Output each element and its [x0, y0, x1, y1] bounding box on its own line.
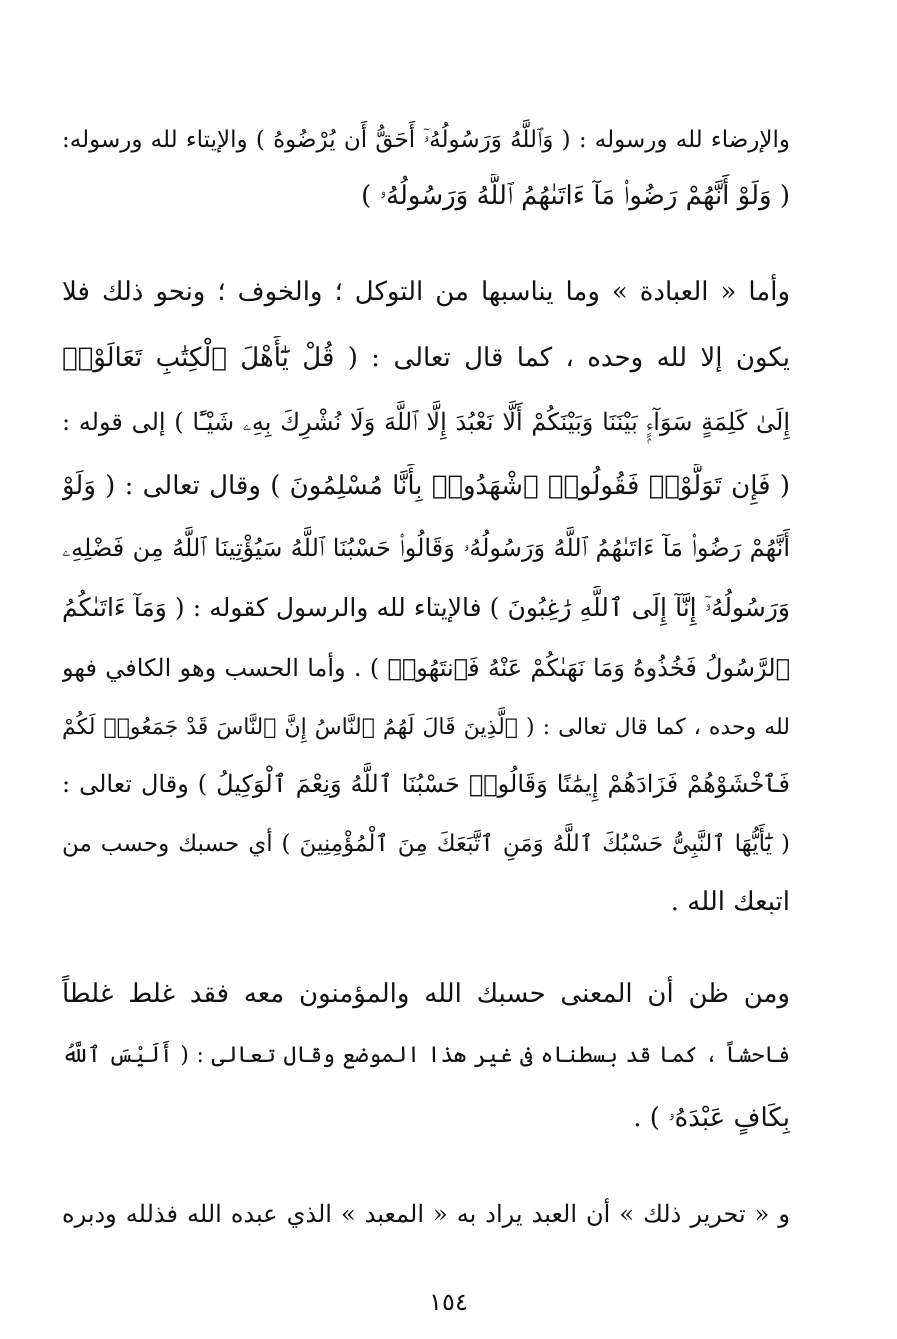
text-line: وَرَسُولُهُۥٓ إِنَّآ إِلَى ٱللَّهِ رَٰغِبُونَ ) فالإيتاء لله والرسول كقوله : ( وَمَآ ءَاتَىٰكُمُ — [62, 593, 790, 622]
text-line: يكون إلا لله وحده ، كما قال تعالى : ( قُلْ يَٰٓأَهْلَ ٱلْكِتَٰبِ تَعَالَوْا۟ — [62, 343, 790, 373]
text-line: و « تحرير ذلك » أن العبد يراد به « المعبد » الذي عبده الله فذلله ودبره — [62, 1200, 790, 1228]
text-line: فَٱخْشَوْهُمْ فَزَادَهُمْ إِيمَٰنًا وَقَالُوا۟ حَسْبُنَا ٱللَّهُ وَنِعْمَ ٱلْوَكِيلُ ) وقال تعالى : — [62, 770, 790, 798]
text-line: ( يَٰٓأَيُّهَا ٱلنَّبِىُّ حَسْبُكَ ٱللَّهُ وَمَنِ ٱتَّبَعَكَ مِنَ ٱلْمُؤْمِنِينَ ) أي حسبك وحسب من — [62, 831, 790, 857]
text-line: فاحشاً ، كما قد بسطناه فى غير هذا الموضع وقال تعالى : ( أَلَيْسَ ٱللَّهُ — [62, 1043, 790, 1068]
text-line: ( فَإِن تَوَلَّوْا۟ فَقُولُوا۟ ٱشْهَدُوا۟ بِأَنَّا مُسْلِمُونَ ) وقال تعالى : ( وَلَوْ — [62, 471, 790, 501]
text-line: بِكَافٍ عَبْدَهُۥ ) . — [633, 1103, 790, 1133]
text-line: ( وَلَوْ أَنَّهُمْ رَضُوا۟ مَآ ءَاتَىٰهُمُ ٱللَّهُ وَرَسُولُهُۥ ) — [361, 181, 790, 211]
text-line: إِلَىٰ كَلِمَةٍ سَوَآءٍۭ بَيْنَنَا وَبَيْنَكُمْ أَلَّا نَعْبُدَ إِلَّا ٱللَّهَ وَلَا نُشْرِكَ بِهِۦ شَيْـًٔا ) إلى قوله : — [62, 408, 790, 436]
text-line: ٱلرَّسُولُ فَخُذُوهُ وَمَا نَهَىٰكُمْ عَنْهُ فَٱنتَهُوا۟ ) . وأما الحسب وهو الكافي فهو — [62, 654, 790, 682]
page-number: ١٥٤ — [429, 1288, 468, 1316]
text-line: وأما « العبادة » وما يناسبها من التوكل ؛ والخوف ؛ ونحو ذلك فلا — [62, 277, 790, 307]
text-line: اتبعك الله . — [670, 887, 790, 917]
text-line: أَنَّهُمْ رَضُوا۟ مَآ ءَاتَىٰهُمُ ٱللَّهُ وَرَسُولُهُۥ وَقَالُوا۟ حَسْبُنَا ٱللَّهُ سَيُؤْتِينَا ٱللَّهُ مِن فَضْلِهِۦ — [62, 534, 790, 562]
text-line: لله وحده ، كما قال تعالى : ( ٱلَّذِينَ قَالَ لَهُمُ ٱلنَّاسُ إِنَّ ٱلنَّاسَ قَدْ جَمَعُوا۟ لَكُمْ — [62, 715, 790, 740]
text-line: ومن ظن أن المعنى حسبك الله والمؤمنون معه فقد غلط غلطاً — [62, 979, 790, 1009]
text-line: والإرضاء لله ورسوله : ( وَٱللَّهُ وَرَسُولُهُۥٓ أَحَقُّ أَن يُرْضُوهُ ) والإيتاء لله ورسوله: — [62, 127, 790, 153]
